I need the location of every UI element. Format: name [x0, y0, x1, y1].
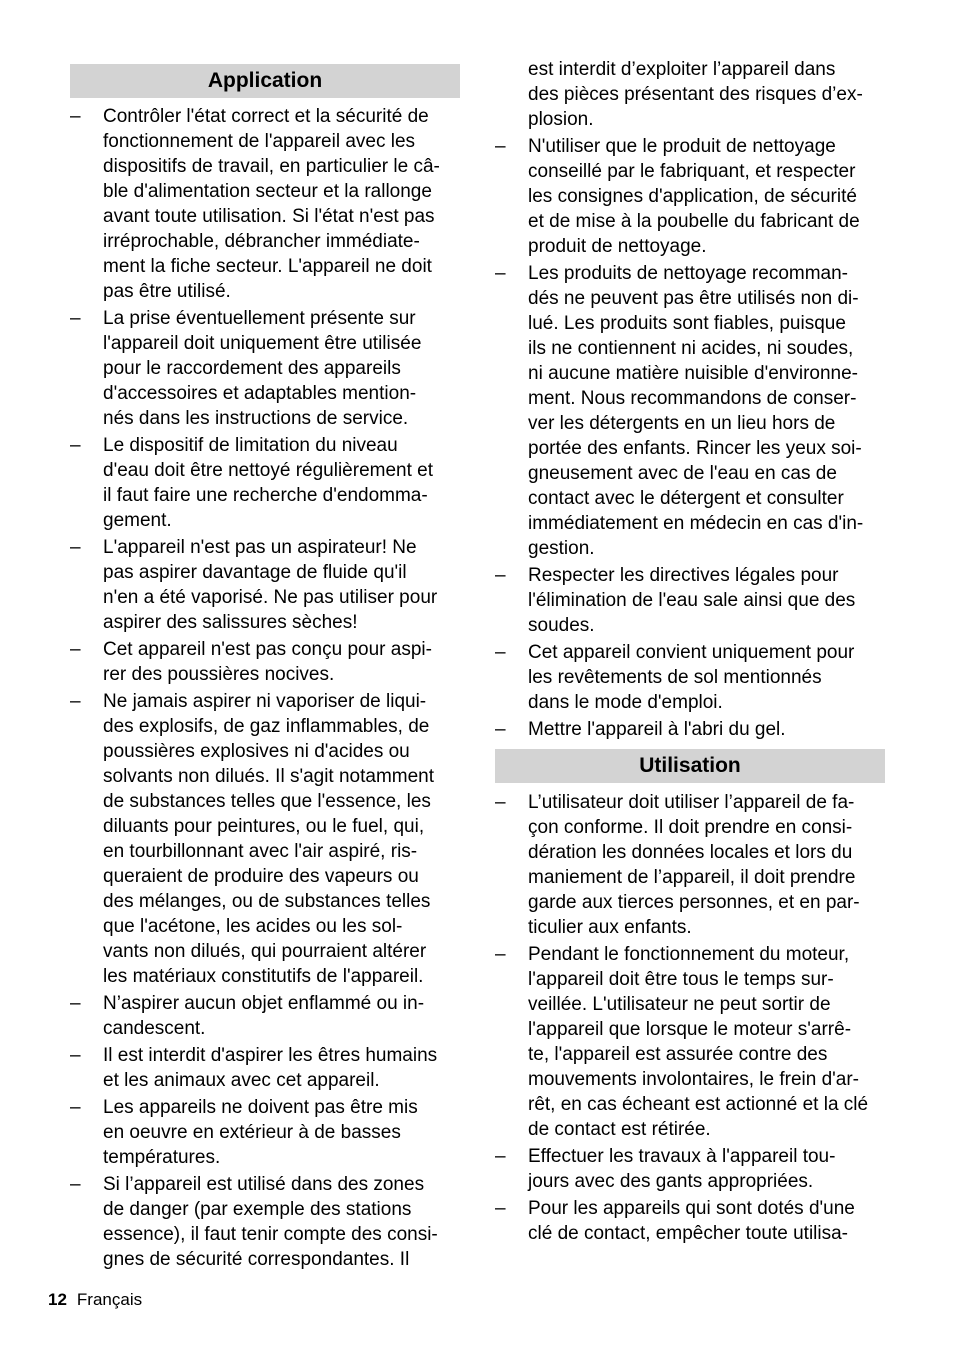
list-item — [495, 1196, 885, 1246]
list-item-text — [528, 719, 786, 740]
list-item — [70, 689, 460, 989]
list-item — [495, 942, 885, 1142]
text-line: plosion. — [528, 109, 594, 130]
text-line: diluants pour peintures, ou le fuel, qui, — [103, 816, 425, 837]
text-line: jours avec des gants appropriées. — [528, 1171, 814, 1192]
text-line: en oeuvre en extérieur à de basses — [103, 1122, 401, 1143]
text-line: dispositifs de travail, en particulier le câ- — [103, 156, 440, 177]
text-line: l'appareil que lorsque le moteur s'arrê- — [528, 1019, 852, 1040]
text-line: conseillé par le fabriquant, et respecter — [528, 161, 856, 182]
list-item — [495, 261, 885, 561]
text-line: Contrôler l'état correct et la sécurité de — [103, 106, 429, 127]
text-line: Effectuer les travaux à l'appareil tou- — [528, 1146, 836, 1167]
text-line: Cet appareil convient uniquement pour — [528, 642, 855, 663]
text-line: Si l’appareil est utilisé dans des zones — [103, 1174, 425, 1195]
text-line: températures. — [103, 1147, 221, 1168]
dash-bullet: – — [495, 263, 506, 284]
text-line: l'élimination de l'eau sale ainsi que des — [528, 590, 856, 611]
text-line: L’utilisateur doit utiliser l’appareil de fa- — [528, 792, 855, 813]
list-item — [495, 717, 885, 742]
text-line: queraient de produire des vapeurs ou — [103, 866, 419, 887]
text-line: et les animaux avec cet appareil. — [103, 1070, 380, 1091]
page-number: 12 — [48, 1290, 67, 1309]
dash-bullet: – — [495, 1146, 506, 1167]
list-item — [70, 637, 460, 687]
list-item-text — [103, 106, 440, 302]
list-item — [495, 563, 885, 638]
application-list — [70, 104, 460, 1272]
dash-bullet: – — [70, 308, 81, 329]
list-item — [70, 1095, 460, 1170]
text-line: mouvements involontaires, le frein d'ar- — [528, 1069, 859, 1090]
text-line: dération les données locales et lors du — [528, 842, 853, 863]
text-line: produit de nettoyage. — [528, 236, 707, 257]
text-line: rêt, en cas écheant est actionné et la clé — [528, 1094, 869, 1115]
text-line: pas être utilisé. — [103, 281, 231, 302]
text-line: ticulier aux enfants. — [528, 917, 692, 938]
list-item — [70, 1043, 460, 1093]
text-line: essence), il faut tenir compte des consi- — [103, 1224, 438, 1245]
list-item-text — [103, 435, 433, 531]
list-item — [70, 433, 460, 533]
list-item-text — [528, 1146, 835, 1192]
text-line: Il est interdit d'aspirer les êtres humains — [103, 1045, 438, 1066]
list-item — [495, 790, 885, 940]
dash-bullet: – — [495, 719, 506, 740]
text-line: ni aucune matière nuisible d'environne- — [528, 363, 858, 384]
text-line: Les appareils ne doivent pas être mis — [103, 1097, 418, 1118]
text-line: portée des enfants. Rincer les yeux soi- — [528, 438, 862, 459]
text-line: N'utiliser que le produit de nettoyage — [528, 136, 836, 157]
list-item-text — [103, 537, 437, 633]
dash-bullet: – — [70, 1097, 81, 1118]
text-line: ment. Nous recommandons de conser- — [528, 388, 857, 409]
text-line: l'appareil doit être tous le temps sur- — [528, 969, 834, 990]
dash-bullet: – — [495, 136, 506, 157]
text-line: çon conforme. Il doit prendre en consi- — [528, 817, 853, 838]
list-item — [70, 104, 460, 304]
section-heading-application: Application — [70, 64, 460, 98]
text-line: Les produits de nettoyage recomman- — [528, 263, 849, 284]
list-item — [495, 1144, 885, 1194]
dash-bullet: – — [70, 537, 81, 558]
list-item — [70, 1172, 460, 1272]
text-line: Pour les appareils qui sont dotés d'une — [528, 1198, 855, 1219]
right-column — [495, 57, 885, 1248]
text-line: rer des poussières nocives. — [103, 664, 335, 685]
dash-bullet: – — [495, 1198, 506, 1219]
list-item-text — [528, 792, 860, 938]
text-line: des explosifs, de gaz inflammables, de — [103, 716, 430, 737]
text-line: Respecter les directives légales pour — [528, 565, 839, 586]
dash-bullet: – — [70, 993, 81, 1014]
list-item-text — [528, 565, 855, 636]
text-line: de substances telles que l'essence, les — [103, 791, 431, 812]
list-item — [70, 535, 460, 635]
utilisation-list — [495, 790, 885, 1246]
text-line: en tourbillonnant avec l'air aspiré, ris- — [103, 841, 418, 862]
text-line: gnes de sécurité correspondantes. Il — [103, 1249, 410, 1270]
text-line: il faut faire une recherche d'endomma- — [103, 485, 428, 506]
dash-bullet: – — [70, 691, 81, 712]
list-item-text — [103, 1045, 437, 1091]
text-line: ver les détergents en un lieu hors de — [528, 413, 836, 434]
text-line: clé de contact, empêcher toute utilisa- — [528, 1223, 849, 1244]
text-line: pour le raccordement des appareils — [103, 358, 401, 379]
dash-bullet: – — [495, 792, 506, 813]
dash-bullet: – — [70, 435, 81, 456]
text-line: lué. Les produits sont fiables, puisque — [528, 313, 846, 334]
list-item-text — [103, 639, 432, 685]
text-line: les matériaux constitutifs de l'appareil. — [103, 966, 424, 987]
text-line: garde aux tierces personnes, et en par- — [528, 892, 860, 913]
text-line: des pièces présentant des risques d’ex- — [528, 84, 863, 105]
dash-bullet: – — [495, 944, 506, 965]
text-line: les revêtements de sol mentionnés — [528, 667, 822, 688]
dash-bullet: – — [70, 639, 81, 660]
text-line: d'eau doit être nettoyé régulièrement et — [103, 460, 434, 481]
text-line: gestion. — [528, 538, 595, 559]
text-line: pas aspirer davantage de fluide qu'il — [103, 562, 407, 583]
text-line: immédiatement en médecin en cas d'in- — [528, 513, 864, 534]
text-line: de danger (par exemple des stations — [103, 1199, 412, 1220]
list-item-text — [528, 263, 863, 559]
text-line: gneusement avec de l'eau en cas de — [528, 463, 837, 484]
text-line: l'appareil doit uniquement être utilisée — [103, 333, 422, 354]
text-line: veillée. L'utilisateur ne peut sortir de — [528, 994, 831, 1015]
text-line: ble d'alimentation secteur et la rallonge — [103, 181, 432, 202]
text-line: Le dispositif de limitation du niveau — [103, 435, 398, 456]
text-line: candescent. — [103, 1018, 206, 1039]
text-line: Ne jamais aspirer ni vaporiser de liqui- — [103, 691, 427, 712]
left-column — [70, 64, 460, 1274]
text-line: aspirer des salissures sèches! — [103, 612, 358, 633]
dash-bullet: – — [70, 106, 81, 127]
text-line: fonctionnement de l'appareil avec les — [103, 131, 416, 152]
application-list-continued — [495, 134, 885, 742]
text-line: ils ne contiennent ni acides, ni soudes, — [528, 338, 854, 359]
text-line: vants non dilués, qui pourraient altérer — [103, 941, 427, 962]
text-line: contact avec le détergent et consulter — [528, 488, 844, 509]
text-line: dans le mode d'emploi. — [528, 692, 723, 713]
text-line: de contact est rétirée. — [528, 1119, 711, 1140]
list-item — [495, 640, 885, 715]
footer-language: Français — [76, 1290, 143, 1309]
list-item-text — [528, 944, 868, 1140]
text-line: des mélanges, ou de substances telles — [103, 891, 431, 912]
text-line: n'en a été vaporisé. Ne pas utiliser pour — [103, 587, 438, 608]
text-line: poussières explosives ni d'acides ou — [103, 741, 410, 762]
text-line: maniement de l’appareil, il doit prendre — [528, 867, 856, 888]
dash-bullet: – — [495, 642, 506, 663]
dash-bullet: – — [70, 1174, 81, 1195]
text-line: les consignes d'application, de sécurité — [528, 186, 857, 207]
text-line: te, l'appareil est assurée contre des — [528, 1044, 828, 1065]
list-item-text — [103, 993, 424, 1039]
text-line: Pendant le fonctionnement du moteur, — [528, 944, 850, 965]
list-item — [70, 306, 460, 431]
text-line: solvants non dilués. Il s'agit notamment — [103, 766, 435, 787]
list-item-text — [528, 1198, 855, 1244]
text-line: soudes. — [528, 615, 595, 636]
list-item-text — [103, 308, 421, 429]
text-line: ment la fiche secteur. L'appareil ne doit — [103, 256, 432, 277]
text-line: et de mise à la poubelle du fabricant de — [528, 211, 860, 232]
text-line: Cet appareil n'est pas conçu pour aspi- — [103, 639, 432, 660]
text-line: nés dans les instructions de service. — [103, 408, 409, 429]
text-line: N’aspirer aucun objet enflammé ou in- — [103, 993, 425, 1014]
list-item-text — [528, 642, 854, 713]
text-line: avant toute utilisation. Si l'état n'est pas — [103, 206, 435, 227]
text-line: L'appareil n'est pas un aspirateur! Ne — [103, 537, 417, 558]
page-footer — [48, 1289, 142, 1311]
section-heading-utilisation: Utilisation — [495, 749, 885, 783]
text-line: que l'acétone, les acides ou les sol- — [103, 916, 403, 937]
list-item-text — [528, 136, 860, 257]
dash-bullet: – — [70, 1045, 81, 1066]
text-line: est interdit d’exploiter l’appareil dans — [528, 59, 836, 80]
text-line: irréprochable, débrancher immédiate- — [103, 231, 420, 252]
list-item — [495, 134, 885, 259]
continued-paragraph — [495, 57, 885, 132]
list-item-text — [103, 1097, 418, 1168]
list-item-text — [103, 1174, 438, 1270]
list-item — [70, 991, 460, 1041]
text-line: d'accessoires et adaptables mention- — [103, 383, 417, 404]
list-item-text — [103, 691, 434, 987]
text-line: gement. — [103, 510, 172, 531]
text-line: Mettre l'appareil à l'abri du gel. — [528, 719, 786, 740]
text-line: La prise éventuellement présente sur — [103, 308, 416, 329]
dash-bullet: – — [495, 565, 506, 586]
text-line: dés ne peuvent pas être utilisés non di- — [528, 288, 859, 309]
